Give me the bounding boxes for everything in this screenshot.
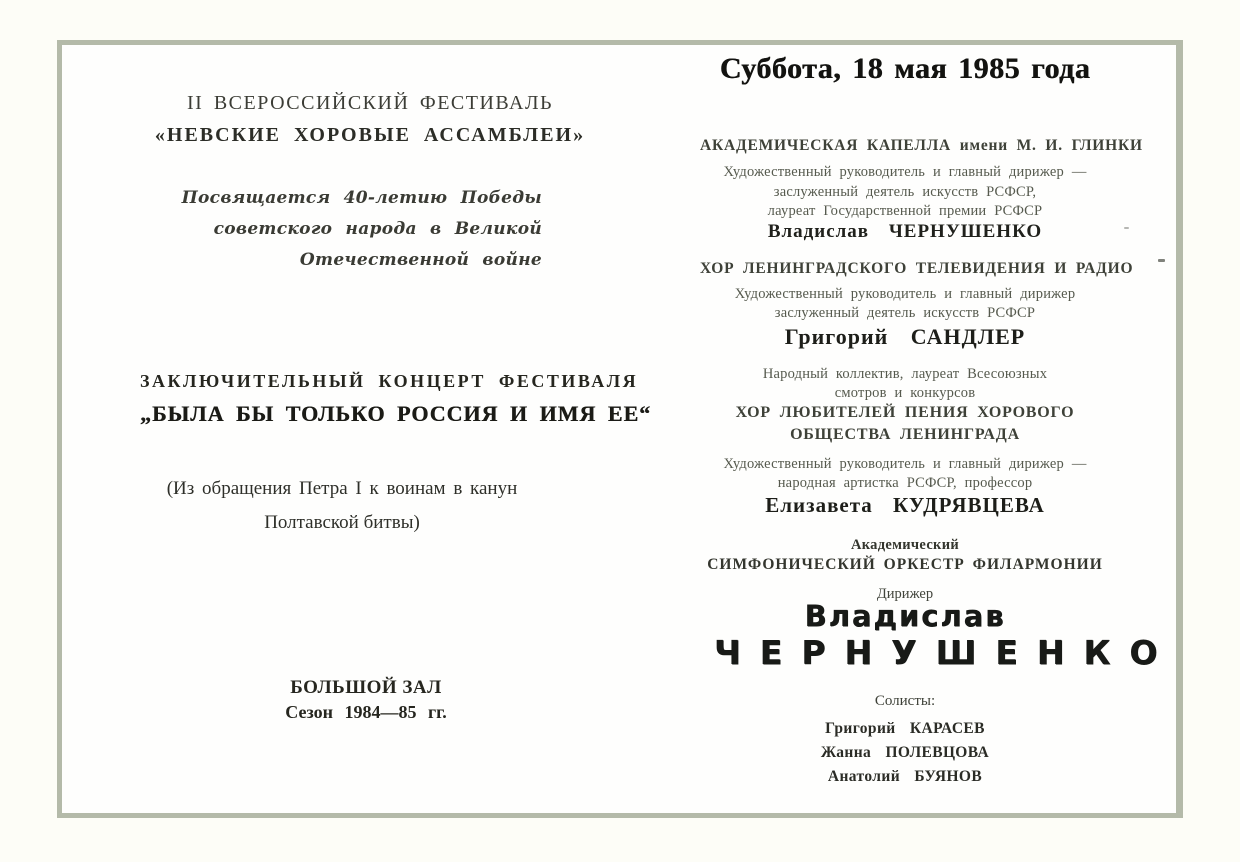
amateur-choir-credit-line: Народный коллектив, лауреат Всесоюзных <box>762 366 1048 382</box>
festival-title-line2: «НЕВСКИЕ ХОРОВЫЕ АССАМБЛЕИ» <box>154 124 586 146</box>
capella-director-name: Владислав ЧЕРНУШЕНКО <box>767 221 1043 242</box>
amateur-choir-credit-line: Художественный руководитель и главный дирижер — <box>723 456 1087 472</box>
quote-source-block <box>112 0 572 862</box>
orchestra-name-line1: Академический <box>850 537 960 553</box>
capella-name: АКАДЕМИЧЕСКАЯ КАПЕЛЛА имени М. И. ГЛИНКИ <box>700 137 1143 154</box>
amateur-choir-name-line2: ОБЩЕСТВА ЛЕНИНГРАДА <box>790 426 1020 443</box>
season-label: Сезон 1984—85 гг. <box>285 702 447 722</box>
concert-date-heading: Суббота, 18 мая 1985 года <box>719 52 1091 85</box>
tv-radio-choir-director-name: Григорий САНДЛЕР <box>784 324 1026 349</box>
right-page <box>700 0 1177 862</box>
tv-radio-choir-credit-line: заслуженный деятель искусств РСФСР <box>774 305 1036 321</box>
concert-title-line2: „БЫЛА БЫ ТОЛЬКО РОССИЯ И ИМЯ ЕЕ“ <box>140 401 652 426</box>
capella-credit-line: заслуженный деятель искусств РСФСР, <box>773 184 1037 200</box>
concert-title-line1: ЗАКЛЮЧИТЕЛЬНЫЙ КОНЦЕРТ ФЕСТИВАЛЯ <box>140 371 639 391</box>
soloists-label: Солисты: <box>874 693 936 709</box>
amateur-choir-director-name: Елизавета КУДРЯВЦЕВА <box>765 493 1045 517</box>
capella-credit-line: Художественный руководитель и главный дирижер — <box>723 164 1087 180</box>
quote-source-line1: (Из обращения Петра I к воинам в канун <box>166 478 518 499</box>
festival-title-line1: II ВСЕРОССИЙСКИЙ ФЕСТИВАЛЬ <box>187 92 553 114</box>
conductor-label: Дирижер <box>876 586 934 602</box>
soloist-name: Анатолий БУЯНОВ <box>827 768 983 785</box>
scan-speck <box>1158 259 1165 262</box>
amateur-choir-name-line1: ХОР ЛЮБИТЕЛЕЙ ПЕНИЯ ХОРОВОГО <box>735 404 1075 421</box>
tv-radio-choir-credit-line: Художественный руководитель и главный дирижер <box>734 286 1076 302</box>
conductor-first-name: Владислав <box>804 599 1006 633</box>
quote-source-line2: Полтавской битвы) <box>264 512 420 533</box>
scan-speck <box>1124 227 1129 229</box>
left-page <box>140 0 652 862</box>
amateur-choir-credit-line: народная артистка РСФСР, профессор <box>777 475 1033 491</box>
hall-name: БОЛЬШОЙ ЗАЛ <box>290 677 442 698</box>
conductor-last-name: ЧЕРНУШЕНКО <box>714 633 1177 672</box>
tv-radio-choir-name: ХОР ЛЕНИНГРАДСКОГО ТЕЛЕВИДЕНИЯ И РАДИО <box>700 260 1134 277</box>
orchestra-name-line2: СИМФОНИЧЕСКИЙ ОРКЕСТР ФИЛАРМОНИИ <box>707 556 1103 573</box>
soloist-name: Жанна ПОЛЕВЦОВА <box>820 744 990 761</box>
dedication-line: Отечественной войне <box>299 250 542 270</box>
amateur-choir-credit-line: смотров и конкурсов <box>834 385 976 401</box>
dedication-line: Посвящается 40-летию Победы <box>181 188 542 208</box>
capella-credit-line: лауреат Государственной премии РСФСР <box>767 203 1043 219</box>
dedication-line: советского народа в Великой <box>213 219 542 239</box>
soloist-name: Григорий КАРАСЕВ <box>825 720 985 737</box>
